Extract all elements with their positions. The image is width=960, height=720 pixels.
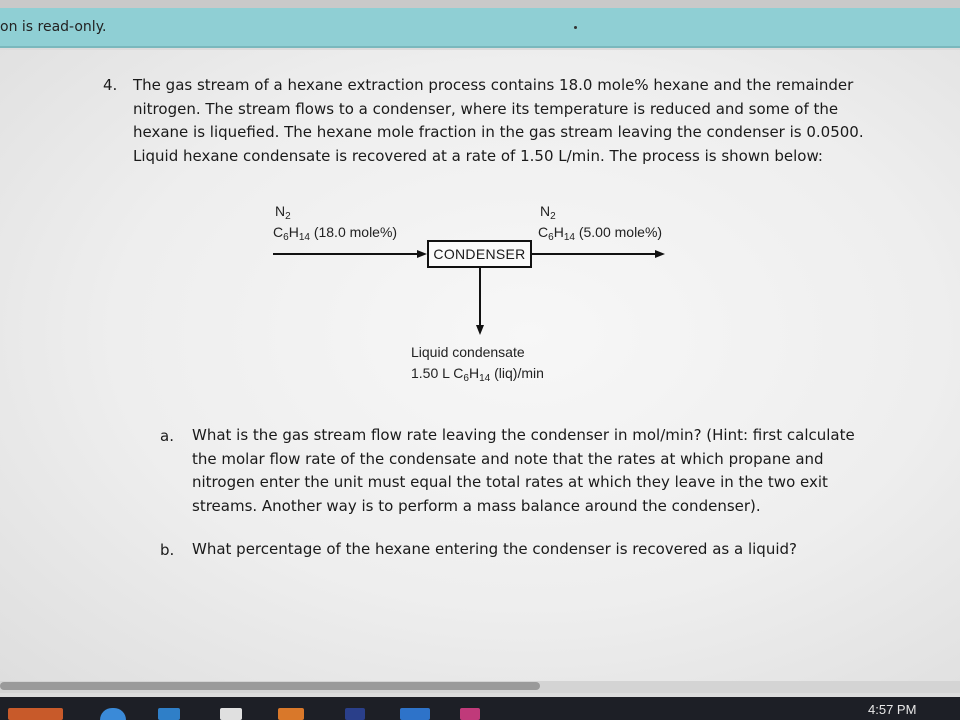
condenser-unit: CONDENSER [427,240,532,268]
start-app-icon[interactable] [8,708,63,720]
question-line: hexane is liquefied. The hexane mole fraction in the gas stream leaving the condenser is 0.0500. [133,123,864,141]
taskbar [0,697,960,720]
part-b-line: What percentage of the hexane entering the condenser is recovered as a liquid? [192,540,797,558]
question-number: 4. [103,76,118,94]
condensate-arrowhead [476,325,484,335]
part-a-line: What is the gas stream flow rate leaving the condenser in mol/min? (Hint: first calculate [192,426,855,444]
mail-icon[interactable] [400,708,430,720]
inlet-arrowhead [417,250,427,258]
part-a-line: nitrogen enter the unit must equal the total rates at which they leave in the two exit [192,473,828,491]
outlet-hexane-label: $C_6H_{14}$ (5.00 mole%) [538,224,663,243]
part-a-line: the molar flow rate of the condensate and note that the rates at which propane and [192,449,824,468]
outlet-n2-label: $N_2$ [540,203,556,222]
part-a-text [192,424,912,518]
inlet-hexane-label: $C_6H_{14}$ (18.0 mole%) [273,224,398,243]
photos-icon[interactable] [460,708,480,720]
question-line: The gas stream of a hexane extraction process contains 18.0 mole% hexane and the remainder [133,76,854,94]
inlet-n2-label: $N_2$ [275,203,291,222]
part-a-letter: a. [160,427,174,445]
question-line: nitrogen. The stream flows to a condenser, where its temperature is reduced and some of the [133,99,839,118]
outlet-arrowhead [655,250,665,258]
scrollbar-thumb[interactable] [0,682,540,690]
condensate-rate-label: 1.50 L $C_6H_{14}$ (liq)/min [411,365,544,384]
part-a-line: streams. Another way is to perform a mass balance around the condenser). [192,496,761,515]
read-only-message: on is read-only. [0,19,107,35]
browser-icon[interactable] [100,708,126,720]
part-b-text [192,538,912,562]
part-b-letter: b. [160,541,175,559]
taskbar-clock[interactable]: 4:57 PM [868,702,917,717]
question-line: Liquid hexane condensate is recovered at a rate of 1.50 L/min. The process is shown below: [133,146,823,165]
notes-app-icon[interactable] [220,708,242,720]
file-explorer-icon[interactable] [158,708,180,720]
folder-icon[interactable] [278,708,304,720]
condensate-label: Liquid condensate [411,344,525,360]
store-icon[interactable] [345,708,365,720]
